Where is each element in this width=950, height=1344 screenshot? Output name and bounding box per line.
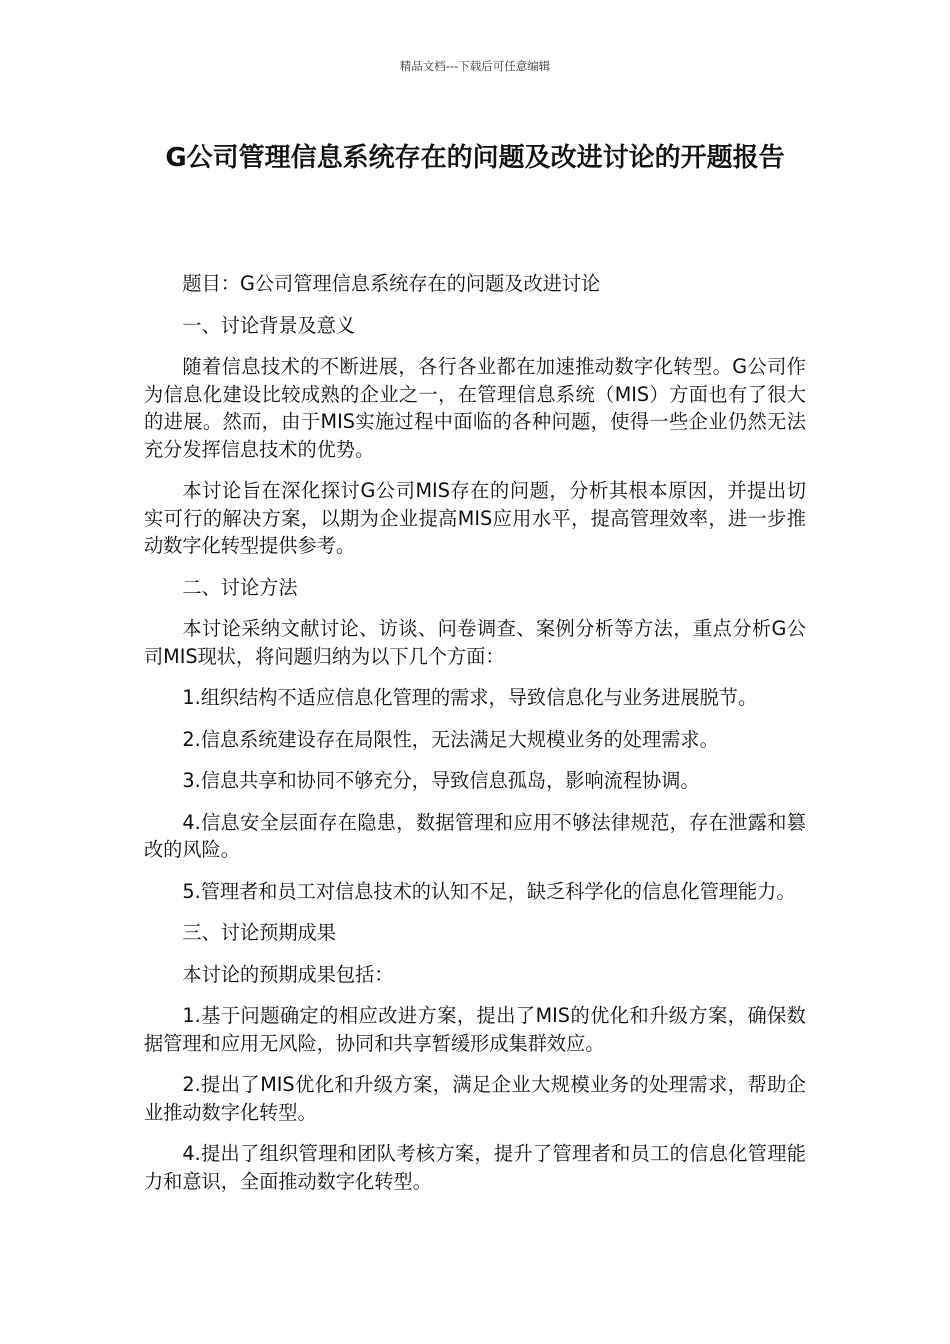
section-heading-background: 一、讨论背景及意义 — [182, 313, 356, 337]
section-heading-methods: 二、讨论方法 — [182, 575, 298, 599]
list-item: 2.提出了MIS优化和升级方案，满足企业大规模业务的处理需求，帮助企业推动数字化转型。 — [144, 1073, 806, 1124]
paragraph: 本讨论的预期成果包括： — [182, 962, 394, 986]
list-item: 2.信息系统建设存在局限性，无法满足大规模业务的处理需求。 — [182, 727, 719, 751]
list-item: 1.基于问题确定的相应改进方案，提出了MIS的优化和升级方案，确保数据管理和应用无风险，协同和共享暂缓形成集群效应。 — [144, 1004, 806, 1055]
section-heading-outcomes: 三、讨论预期成果 — [182, 921, 336, 944]
paragraph-topic: 题目：G公司管理信息系统存在的问题及改进讨论 — [182, 272, 601, 295]
list-item: 4.提出了组织管理和团队考核方案，提升了管理者和员工的信息化管理能力和意识，全面推动数字化转型。 — [144, 1142, 806, 1193]
list-item: 5.管理者和员工对信息技术的认知不足，缺乏科学化的信息化管理能力。 — [182, 879, 796, 903]
document-title: G公司管理信息系统存在的问题及改进讨论的开题报告 — [165, 143, 785, 173]
page-header: 精品文档---下载后可任意编辑 — [399, 59, 551, 73]
list-item: 4.信息安全层面存在隐患，数据管理和应用不够法律规范，存在泄露和篡改的风险。 — [144, 810, 806, 861]
document-body — [144, 270, 806, 1209]
list-item: 1.组织结构不适应信息化管理的需求，导致信息化与业务进展脱节。 — [182, 686, 758, 709]
paragraph: 本讨论采纳文献讨论、访谈、问卷调查、案例分析等方法，重点分析G公司MIS现状，将问题归纳为以下几个方面： — [144, 617, 806, 668]
list-item: 3.信息共享和协同不够充分，导致信息孤岛，影响流程协调。 — [182, 769, 700, 792]
paragraph: 随着信息技术的不断进展，各行各业都在加速推动数字化转型。G公司作为信息化建设比较成熟的企业之一，在管理信息系统（MIS）方面也有了很大的进展。然而，由于MIS实施过程中面临的各种问题，使得一些企业仍然无法充分发挥信息技术的优势。 — [144, 355, 806, 461]
paragraph: 本讨论旨在深化探讨G公司MIS存在的问题，分析其根本原因，并提出切实可行的解决方案，以期为企业提高MIS应用水平，提高管理效率，进一步推动数字化转型提供参考。 — [144, 479, 806, 557]
